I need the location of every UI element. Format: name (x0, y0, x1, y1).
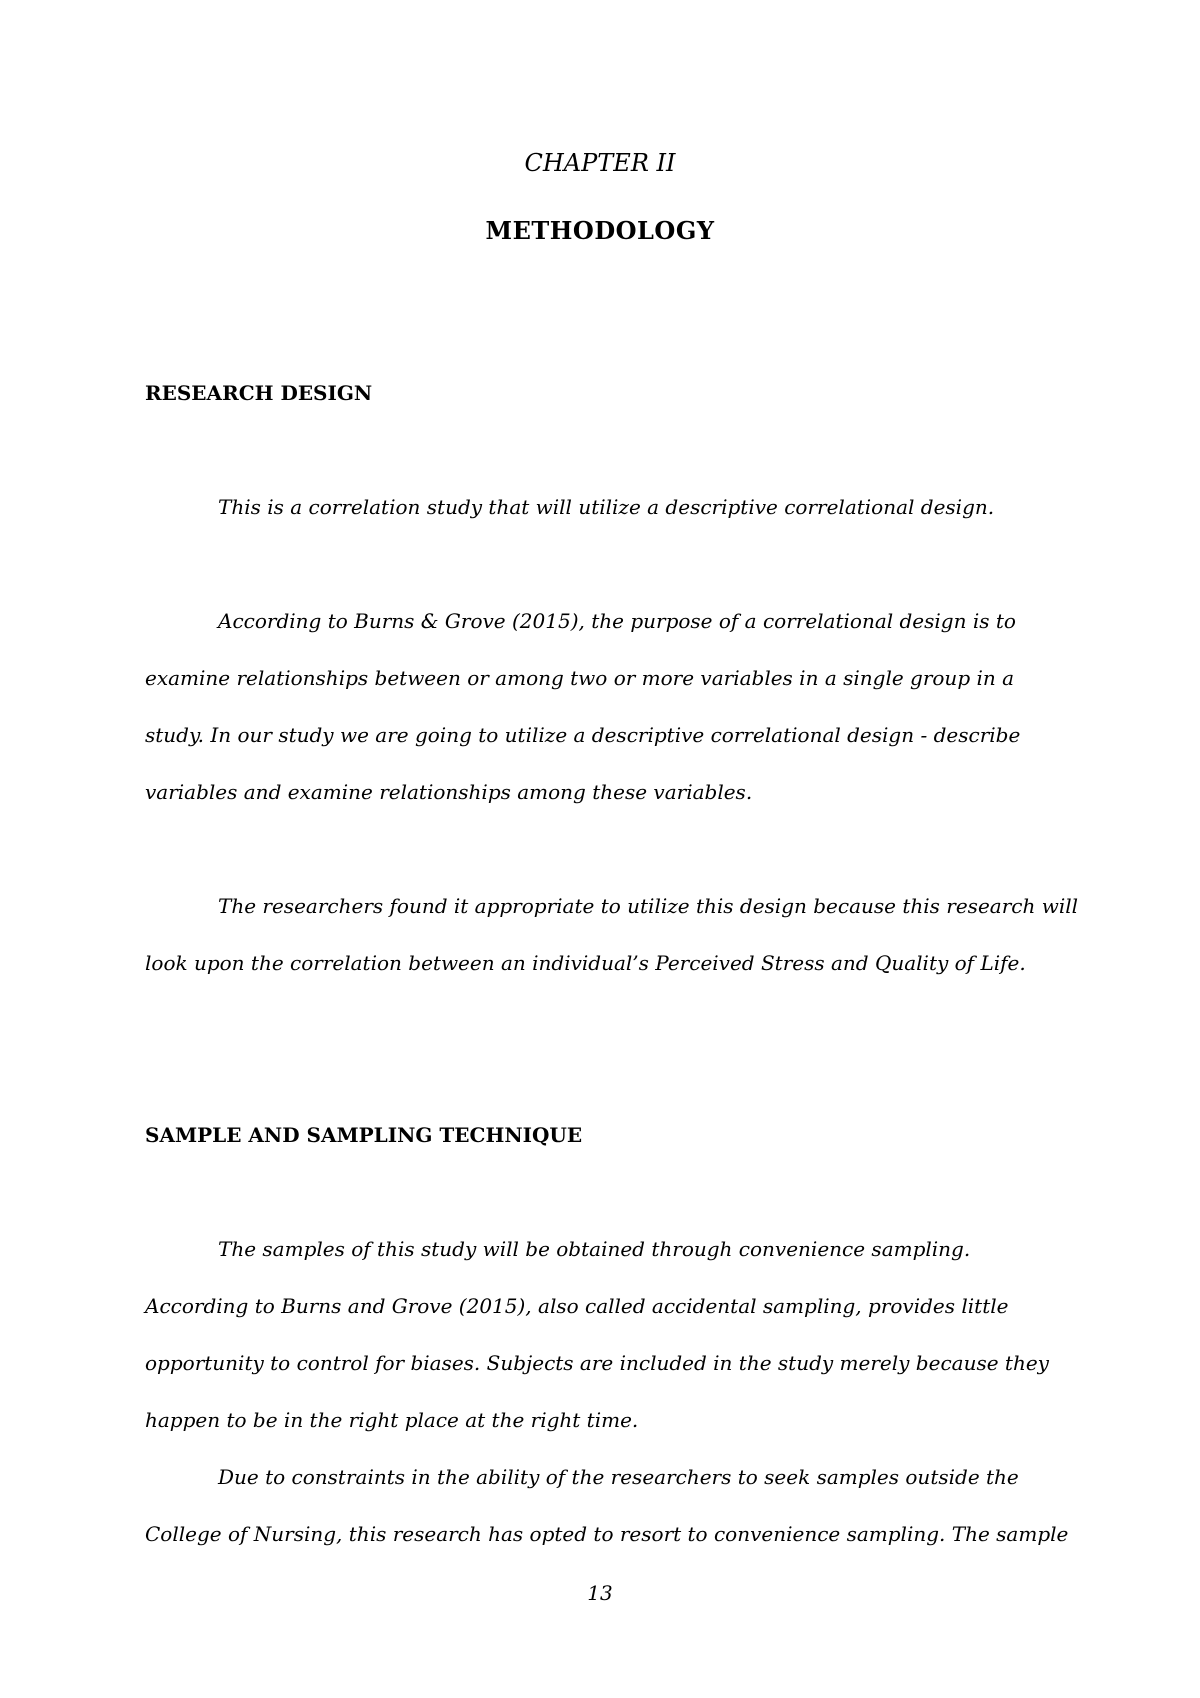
paragraph-line: Due to constraints in the ability of the researchers to seek samples outside the (218, 1465, 1019, 1489)
paragraph-line: examine relationships between or among two or more variables in a single group in a (145, 666, 1015, 690)
section-heading-sampling: SAMPLE AND SAMPLING TECHNIQUE (145, 1123, 583, 1147)
paragraph-line: According to Burns & Grove (2015), the purpose of a correlational design is to (218, 609, 1016, 633)
paragraph-line: variables and examine relationships among these variables. (145, 780, 753, 804)
chapter-label: CHAPTER II (524, 149, 676, 177)
paragraph-line: The samples of this study will be obtained through convenience sampling. (218, 1237, 971, 1261)
paragraph-line: opportunity to control for biases. Subjects are included in the study merely because they (145, 1351, 1049, 1375)
section-heading-research-design: RESEARCH DESIGN (145, 381, 373, 405)
page-number: 13 (587, 1581, 613, 1605)
paragraph-line: happen to be in the right place at the right time. (145, 1408, 639, 1432)
chapter-title: METHODOLOGY (485, 216, 715, 245)
paragraph-line: This is a correlation study that will utilize a descriptive correlational design. (218, 495, 995, 519)
paragraph-line: The researchers found it appropriate to utilize this design because this research will (218, 894, 1079, 918)
paragraph-line: College of Nursing, this research has opted to resort to convenience sampling. The sample (145, 1522, 1069, 1546)
paragraph-line: According to Burns and Grove (2015), also called accidental sampling, provides little (145, 1294, 1009, 1318)
paragraph-line: study. In our study we are going to utilize a descriptive correlational design - describe (145, 723, 1021, 747)
paragraph-line: look upon the correlation between an individual’s Perceived Stress and Quality of Life. (145, 951, 1026, 975)
